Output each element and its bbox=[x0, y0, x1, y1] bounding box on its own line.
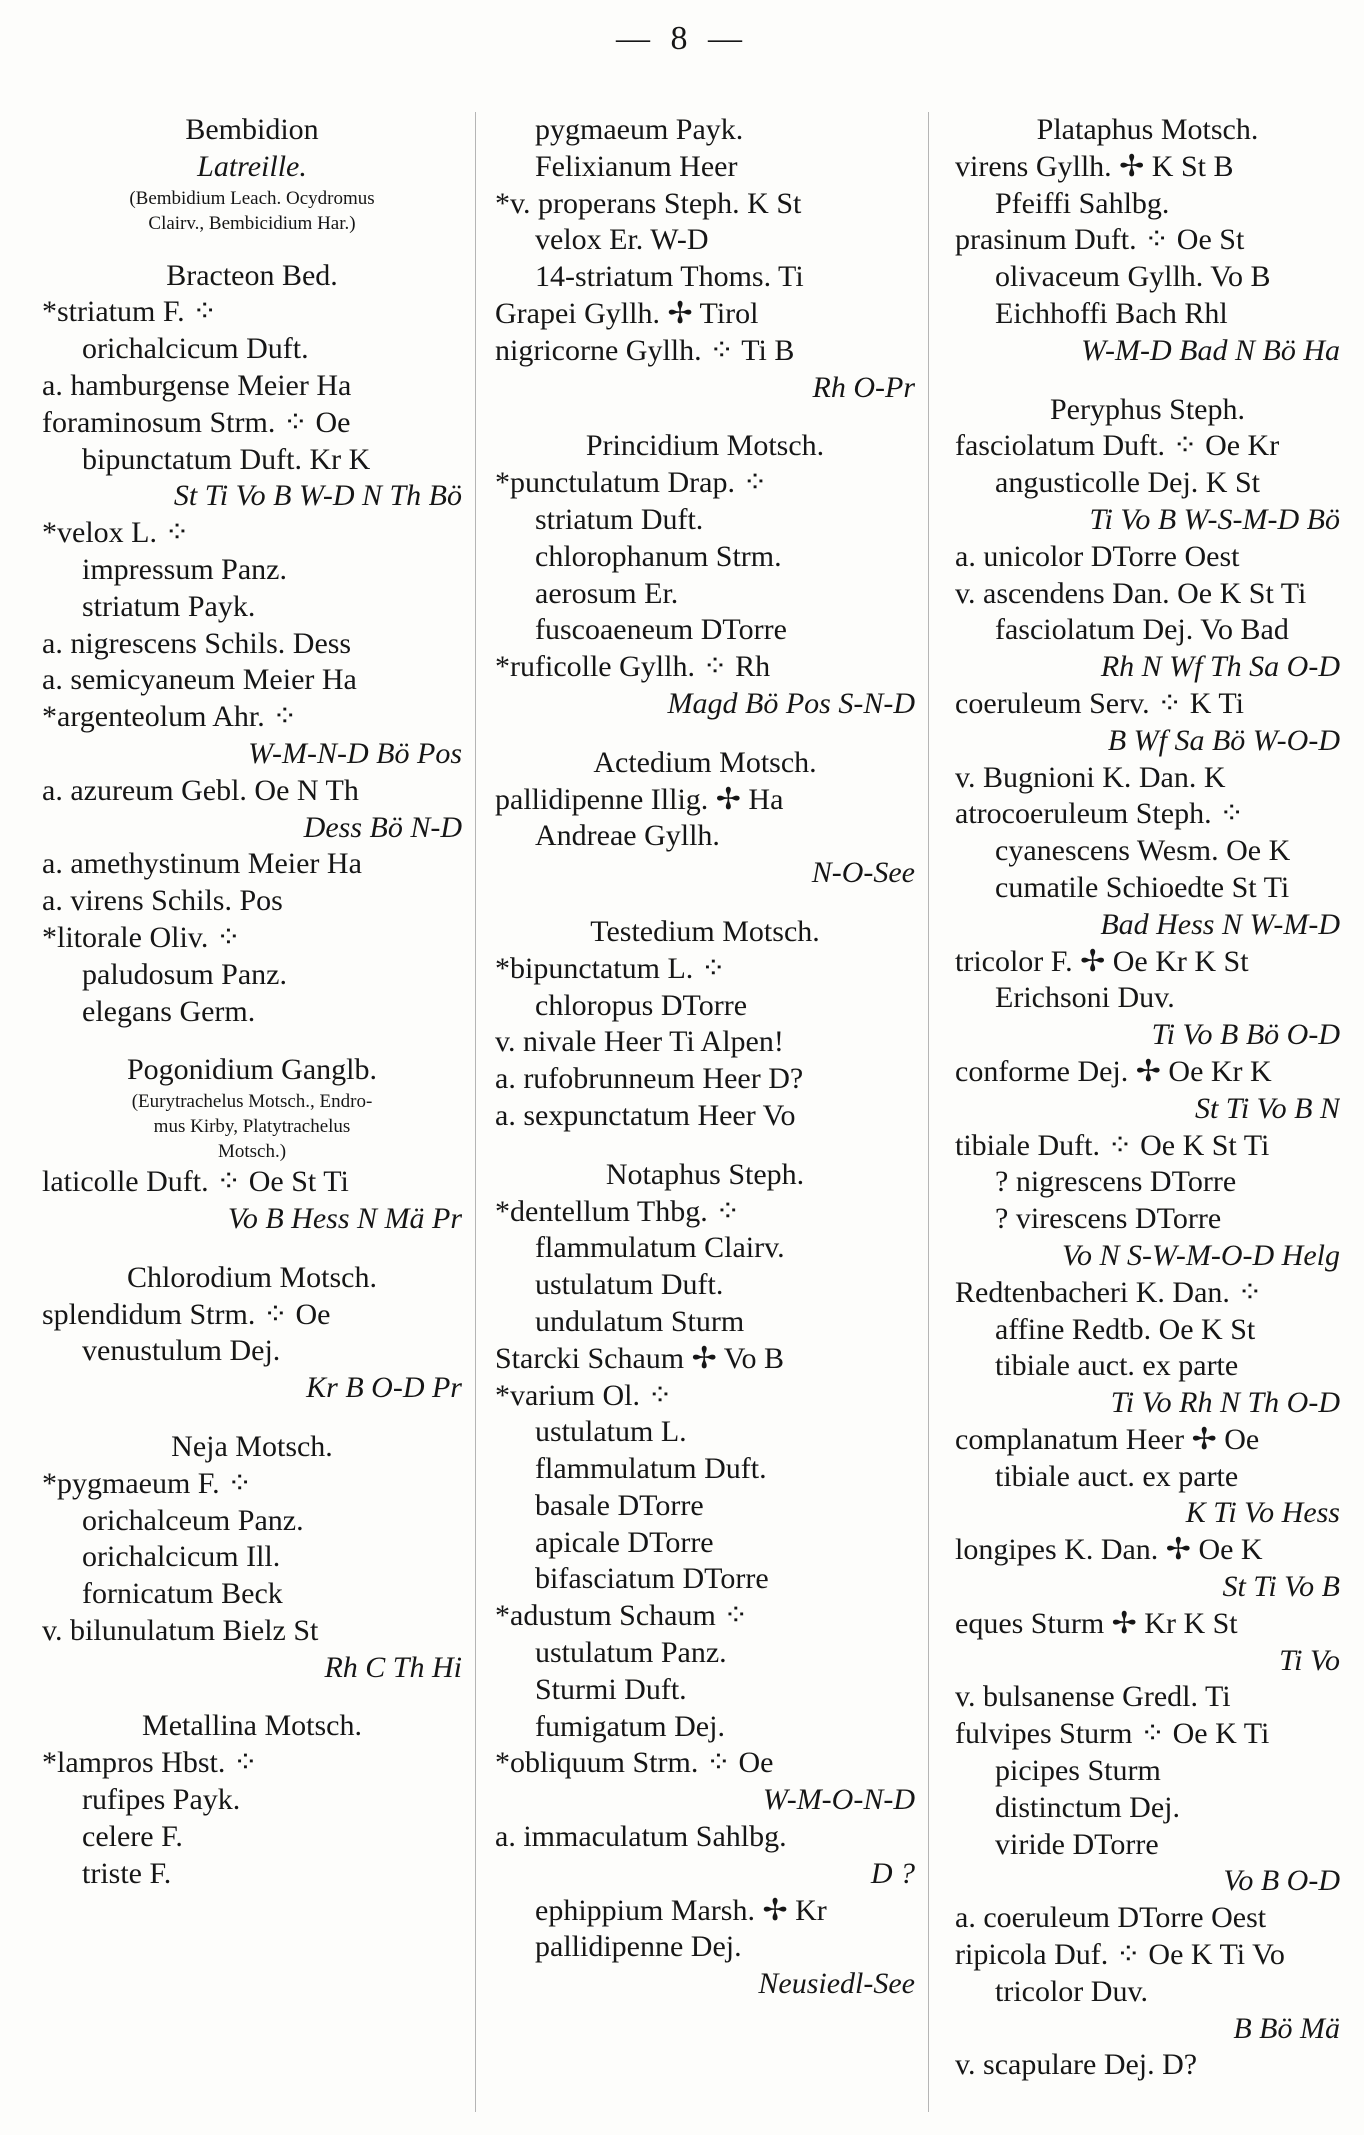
synonym-line: Eichhoffi Bach Rhl bbox=[995, 296, 1228, 330]
synonym-line: elegans Germ. bbox=[82, 994, 256, 1028]
entry-line: v. Bugnioni K. Dan. K bbox=[955, 760, 1226, 794]
distribution-line: Vo B Hess N Mä Pr bbox=[227, 1201, 462, 1235]
synonym-note: (Eurytrachelus Motsch., Endro- bbox=[131, 1091, 373, 1113]
synonym-note: Clairv., Bembicidium Har.) bbox=[148, 212, 356, 234]
genus-heading: Pogonidium Ganglb. bbox=[126, 1053, 377, 1087]
column-3 bbox=[955, 112, 1340, 2084]
distribution-line: N-O-See bbox=[811, 856, 915, 890]
genus-heading: Chlorodium Motsch. bbox=[126, 1260, 377, 1294]
synonym-line: fuscoaeneum DTorre bbox=[535, 613, 787, 647]
entry-line: eques Sturm ✢ Kr K St bbox=[955, 1606, 1238, 1640]
entry-line: *lampros Hbst. ⁘ bbox=[42, 1746, 258, 1780]
synonym-note: mus Kirby, Platytrachelus bbox=[153, 1116, 351, 1138]
entry-line: a. hamburgense Meier Ha bbox=[42, 368, 352, 402]
distribution-line: Ti Vo Rh N Th O-D bbox=[1110, 1386, 1340, 1420]
column-divider bbox=[928, 112, 929, 2112]
entry-line: ripicola Duf. ⁘ Oe K Ti Vo bbox=[955, 1938, 1285, 1972]
section-gap bbox=[42, 1686, 462, 1708]
entry-line: atrocoeruleum Steph. ⁘ bbox=[955, 797, 1245, 831]
entry-line: *litorale Oliv. ⁘ bbox=[42, 920, 241, 954]
distribution-line: St Ti Vo B N bbox=[1194, 1091, 1340, 1125]
section-gap bbox=[495, 1135, 915, 1157]
synonym-line: striatum Duft. bbox=[535, 502, 704, 536]
synonym-line: venustulum Dej. bbox=[82, 1334, 281, 1368]
genus-heading: Bembidion bbox=[185, 113, 319, 146]
entry-line: a. unicolor DTorre Oest bbox=[955, 539, 1240, 573]
synonym-line: flammulatum Clairv. bbox=[535, 1231, 785, 1265]
entry-line: *ruficolle Gyllh. ⁘ Rh bbox=[495, 650, 771, 684]
distribution-line: B Bö Mä bbox=[1233, 2011, 1340, 2045]
synonym-line: Felixianum Heer bbox=[535, 149, 738, 183]
section-gap bbox=[42, 236, 462, 258]
synonym-line: fumigatum Dej. bbox=[535, 1709, 725, 1743]
section-gap bbox=[42, 1238, 462, 1260]
section-gap bbox=[42, 1407, 462, 1429]
synonym-line: fornicatum Beck bbox=[82, 1577, 283, 1611]
synonym-line: ? nigrescens DTorre bbox=[995, 1165, 1237, 1199]
synonym-line: tibiale auct. ex parte bbox=[995, 1459, 1239, 1493]
entry-line: v. ascendens Dan. Oe K St Ti bbox=[955, 576, 1307, 610]
synonym-line: celere F. bbox=[82, 1819, 183, 1853]
distribution-line: Rh C Th Hi bbox=[324, 1650, 462, 1684]
entry-line: foraminosum Strm. ⁘ Oe bbox=[42, 405, 351, 439]
column-1 bbox=[42, 112, 462, 1892]
entry-line: a. coeruleum DTorre Oest bbox=[955, 1901, 1267, 1935]
distribution-line: Neusiedl-See bbox=[758, 1967, 915, 2001]
entry-line: *adustum Schaum ⁘ bbox=[495, 1599, 749, 1633]
distribution-line: Kr B O-D Pr bbox=[306, 1371, 462, 1405]
entry-line: a. rufobrunneum Heer D? bbox=[495, 1062, 804, 1096]
entry-line: coeruleum Serv. ⁘ K Ti bbox=[955, 686, 1245, 720]
entry-line: splendidum Strm. ⁘ Oe bbox=[42, 1297, 331, 1331]
distribution-line: St Ti Vo B W-D N Th Bö bbox=[173, 479, 462, 513]
synonym-line: cyanescens Wesm. Oe K bbox=[995, 834, 1291, 868]
synonym-line: chlorophanum Strm. bbox=[535, 539, 782, 573]
synonym-line: picipes Sturm bbox=[995, 1754, 1161, 1788]
section-gap bbox=[42, 1030, 462, 1052]
entry-line: *obliquum Strm. ⁘ Oe bbox=[495, 1746, 774, 1780]
synonym-line: tricolor Duv. bbox=[995, 1974, 1149, 2008]
synonym-line: affine Redtb. Oe K St bbox=[995, 1312, 1256, 1346]
synonym-line: Erichsoni Duv. bbox=[995, 981, 1175, 1015]
entry-line: v. bilunulatum Bielz St bbox=[42, 1613, 319, 1647]
entry-line: a. azureum Gebl. Oe N Th bbox=[42, 773, 359, 807]
entry-line: Starcki Schaum ✢ Vo B bbox=[495, 1341, 785, 1375]
section-gap bbox=[495, 406, 915, 428]
synonym-line: cumatile Schioedte St Ti bbox=[995, 870, 1290, 904]
distribution-line: Vo N S-W-M-O-D Helg bbox=[1062, 1238, 1340, 1272]
entry-line: fasciolatum Duft. ⁘ Oe Kr bbox=[955, 429, 1280, 463]
distribution-line: W-M-D Bad N Bö Ha bbox=[1081, 333, 1340, 367]
synonym-line: orichalcicum Ill. bbox=[82, 1540, 281, 1574]
entry-line: *varium Ol. ⁘ bbox=[495, 1378, 673, 1412]
synonym-line: velox Er. W-D bbox=[535, 223, 709, 257]
distribution-line: Dess Bö N-D bbox=[303, 810, 462, 844]
entry-line: v. scapulare Dej. D? bbox=[955, 2048, 1198, 2082]
distribution-line: K Ti Vo Hess bbox=[1185, 1496, 1340, 1530]
entry-line: complanatum Heer ✢ Oe bbox=[955, 1422, 1260, 1456]
synonym-line: chloropus DTorre bbox=[535, 988, 748, 1022]
entry-line: nigricorne Gyllh. ⁘ Ti B bbox=[495, 333, 795, 367]
entry-line: prasinum Duft. ⁘ Oe St bbox=[955, 223, 1245, 257]
genus-heading: Plataphus Motsch. bbox=[1036, 113, 1259, 146]
entry-line: v. nivale Heer Ti Alpen! bbox=[495, 1025, 784, 1059]
synonym-line: ustulatum Panz. bbox=[535, 1636, 727, 1670]
entry-line: v. bulsanense Gredl. Ti bbox=[955, 1680, 1231, 1714]
entry-line: a. virens Schils. Pos bbox=[42, 884, 283, 918]
synonym-line: 14-striatum Thoms. Ti bbox=[535, 260, 804, 294]
synonym-line: aerosum Er. bbox=[535, 576, 679, 610]
synonym-line: orichalceum Panz. bbox=[82, 1503, 304, 1537]
distribution-line: Rh O-Pr bbox=[812, 370, 915, 404]
entry-line: longipes K. Dan. ✢ Oe K bbox=[955, 1533, 1263, 1567]
genus-heading: Neja Motsch. bbox=[171, 1429, 333, 1463]
synonym-line: angusticolle Dej. K St bbox=[995, 466, 1260, 500]
entry-line: *bipunctatum L. ⁘ bbox=[495, 951, 726, 985]
distribution-line: Ti Vo bbox=[1279, 1643, 1340, 1677]
synonym-line: pygmaeum Payk. bbox=[535, 113, 744, 146]
synonym-line: tibiale auct. ex parte bbox=[995, 1349, 1239, 1383]
synonym-line: distinctum Dej. bbox=[995, 1790, 1180, 1824]
distribution-line: Bad Hess N W-M-D bbox=[1100, 907, 1340, 941]
synonym-line: orichalcicum Duft. bbox=[82, 332, 309, 366]
entry-line: *dentellum Thbg. ⁘ bbox=[495, 1194, 741, 1228]
entry-line: Redtenbacheri K. Dan. ⁘ bbox=[955, 1275, 1263, 1309]
column-divider bbox=[475, 112, 476, 2112]
synonym-line: ephippium Marsh. ✢ Kr bbox=[535, 1893, 827, 1927]
distribution-line: Vo B O-D bbox=[1223, 1864, 1340, 1898]
page-number: — 8 — bbox=[616, 20, 748, 57]
synonym-note: (Bembidium Leach. Ocydromus bbox=[129, 187, 375, 209]
synonym-line: ustulatum Duft. bbox=[535, 1268, 724, 1302]
synonym-line: flammulatum Duft. bbox=[535, 1452, 767, 1486]
genus-heading: Bracteon Bed. bbox=[166, 258, 338, 292]
entry-line: *v. properans Steph. K St bbox=[495, 186, 802, 220]
synonym-line: ? virescens DTorre bbox=[995, 1202, 1222, 1236]
distribution-line: D ? bbox=[870, 1856, 915, 1890]
entry-line: virens Gyllh. ✢ K St B bbox=[955, 149, 1234, 183]
genus-heading: Actedium Motsch. bbox=[593, 745, 817, 779]
synonym-line: bifasciatum DTorre bbox=[535, 1562, 769, 1596]
distribution-line: W-M-N-D Bö Pos bbox=[248, 736, 462, 770]
synonym-line: pallidipenne Dej. bbox=[535, 1930, 742, 1964]
entry-line: a. amethystinum Meier Ha bbox=[42, 847, 362, 881]
synonym-line: olivaceum Gyllh. Vo B bbox=[995, 260, 1271, 294]
author-subheading: Latreille. bbox=[197, 149, 307, 183]
entry-line: tibiale Duft. ⁘ Oe K St Ti bbox=[955, 1128, 1270, 1162]
synonym-line: bipunctatum Duft. Kr K bbox=[82, 442, 371, 476]
genus-heading: Testedium Motsch. bbox=[590, 914, 820, 948]
genus-heading: Metallina Motsch. bbox=[142, 1709, 362, 1743]
distribution-line: St Ti Vo B bbox=[1222, 1570, 1340, 1604]
synonym-line: Pfeiffi Sahlbg. bbox=[995, 186, 1170, 220]
distribution-line: B Wf Sa Bö W-O-D bbox=[1107, 723, 1340, 757]
entry-line: a. sexpunctatum Heer Vo bbox=[495, 1098, 796, 1132]
entry-line: *velox L. ⁘ bbox=[42, 516, 190, 550]
synonym-line: triste F. bbox=[82, 1856, 172, 1890]
genus-heading: Princidium Motsch. bbox=[585, 429, 825, 463]
synonym-line: impressum Panz. bbox=[82, 552, 287, 586]
genus-heading: Peryphus Steph. bbox=[1050, 392, 1245, 426]
distribution-line: Rh N Wf Th Sa O-D bbox=[1100, 650, 1340, 684]
synonym-note: Motsch.) bbox=[217, 1141, 287, 1163]
synonym-line: Sturmi Duft. bbox=[535, 1672, 687, 1706]
synonym-line: apicale DTorre bbox=[535, 1525, 714, 1559]
synonym-line: ustulatum L. bbox=[535, 1415, 687, 1449]
synonym-line: undulatum Sturm bbox=[535, 1304, 745, 1338]
section-gap bbox=[495, 892, 915, 914]
entry-line: a. nigrescens Schils. Dess bbox=[42, 626, 352, 660]
entry-line: *striatum F. ⁘ bbox=[42, 295, 218, 329]
distribution-line: Ti Vo B Bö O-D bbox=[1151, 1018, 1340, 1052]
synonym-line: paludosum Panz. bbox=[82, 957, 287, 991]
entry-line: tricolor F. ✢ Oe Kr K St bbox=[955, 944, 1249, 978]
distribution-line: Ti Vo B W-S-M-D Bö bbox=[1089, 502, 1340, 536]
distribution-line: Magd Bö Pos S-N-D bbox=[667, 686, 915, 720]
entry-line: *pygmaeum F. ⁘ bbox=[42, 1466, 253, 1500]
entry-line: a. immaculatum Sahlbg. bbox=[495, 1820, 787, 1854]
entry-line: *argenteolum Ahr. ⁘ bbox=[42, 700, 298, 734]
synonym-line: striatum Payk. bbox=[82, 589, 256, 623]
entry-line: laticolle Duft. ⁘ Oe St Ti bbox=[42, 1165, 349, 1199]
section-gap bbox=[955, 370, 1340, 392]
synonym-line: rufipes Payk. bbox=[82, 1783, 241, 1817]
entry-line: conforme Dej. ✢ Oe Kr K bbox=[955, 1054, 1272, 1088]
column-2 bbox=[495, 112, 915, 2003]
section-gap bbox=[495, 723, 915, 745]
genus-heading: Notaphus Steph. bbox=[605, 1157, 805, 1191]
synonym-line: viride DTorre bbox=[995, 1827, 1159, 1861]
entry-line: *punctulatum Drap. ⁘ bbox=[495, 466, 768, 500]
synonym-line: basale DTorre bbox=[535, 1488, 704, 1522]
entry-line: Grapei Gyllh. ✢ Tirol bbox=[495, 296, 759, 330]
distribution-line: W-M-O-N-D bbox=[762, 1783, 915, 1817]
entry-line: a. semicyaneum Meier Ha bbox=[42, 663, 357, 697]
synonym-line: Andreae Gyllh. bbox=[535, 819, 720, 853]
entry-line: pallidipenne Illig. ✢ Ha bbox=[495, 782, 784, 816]
entry-line: fulvipes Sturm ⁘ Oe K Ti bbox=[955, 1717, 1270, 1751]
synonym-line: fasciolatum Dej. Vo Bad bbox=[995, 613, 1289, 647]
